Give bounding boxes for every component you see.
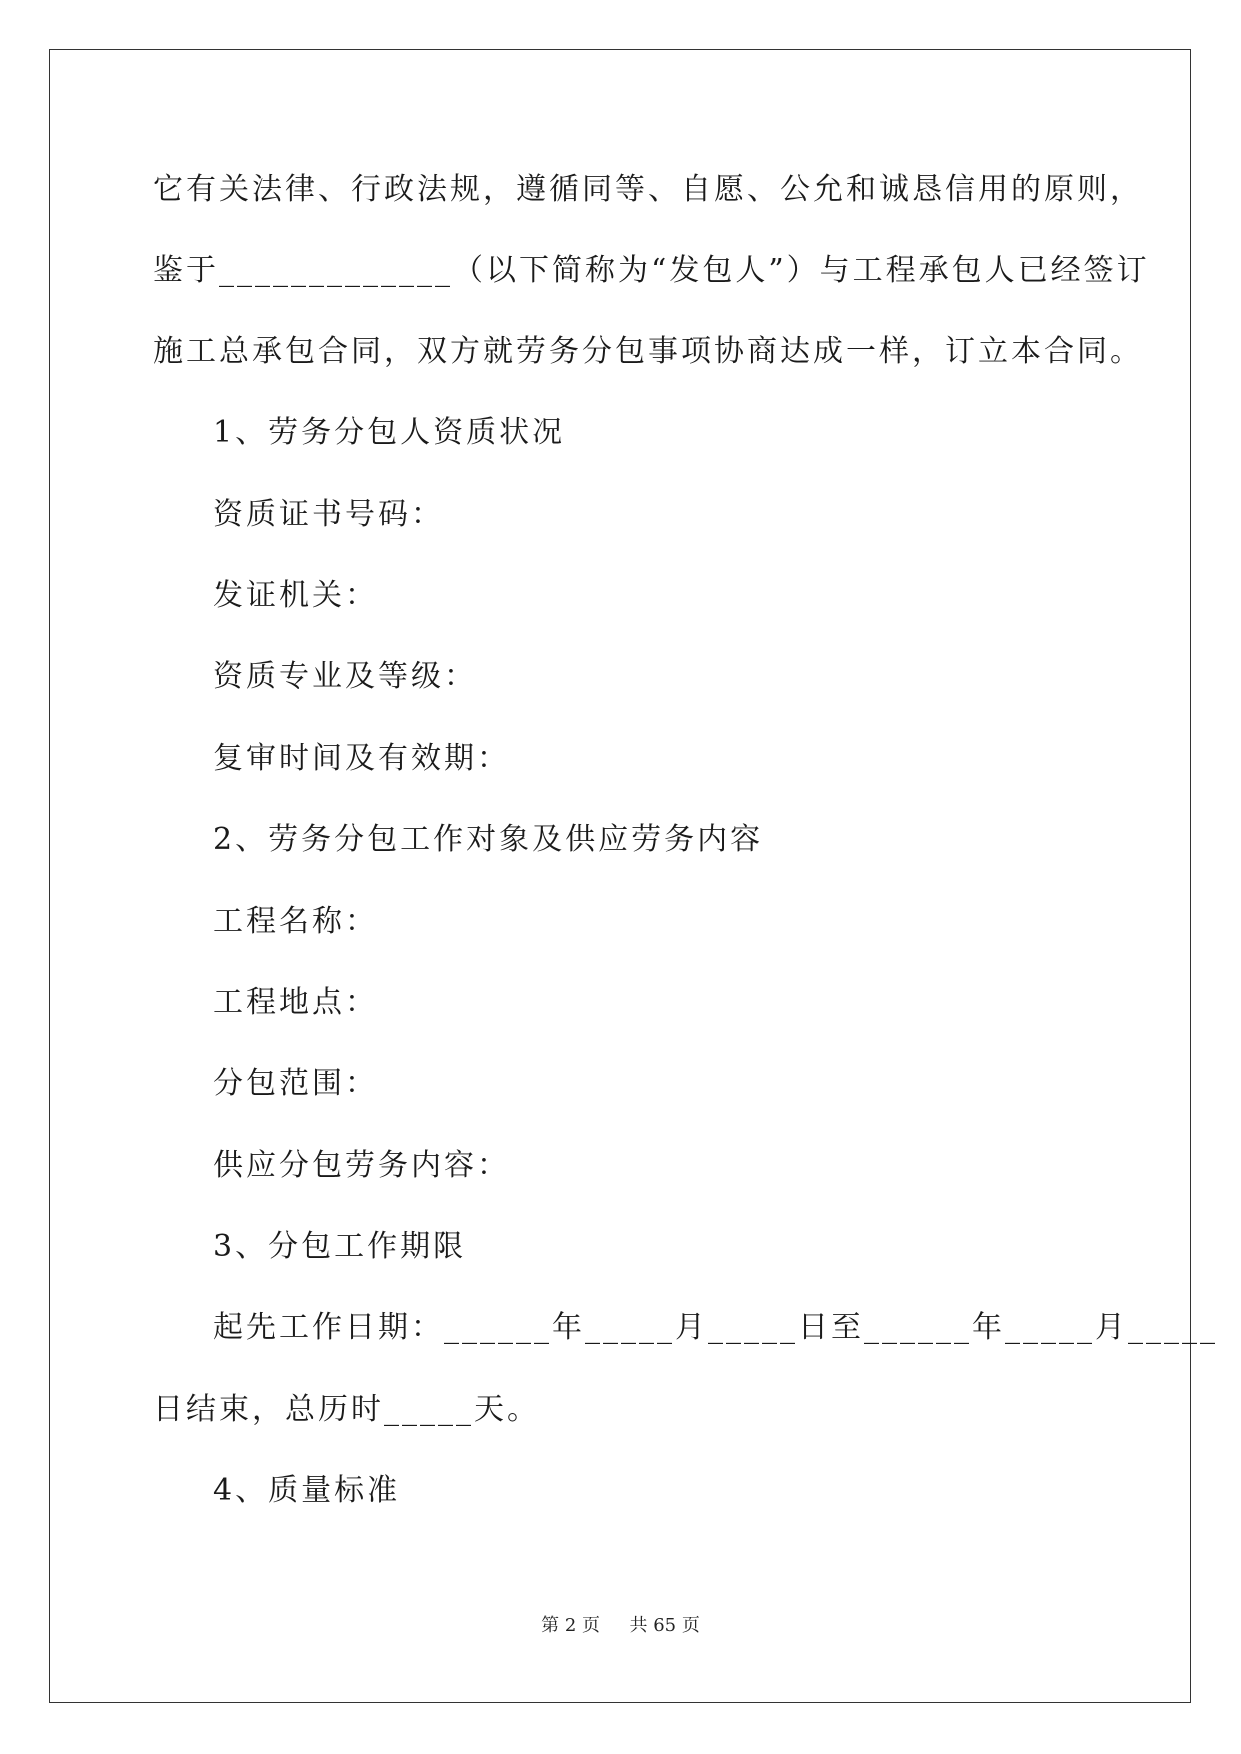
body-text-line: 日结束，总历时_____天。 [153,1392,540,1427]
section-heading-1: 1、劳务分包人资质状况 [213,415,566,450]
total-pages: 共 65 页 [629,1615,700,1636]
field-label: 工程地点： [213,985,378,1020]
section-heading-3: 3、分包工作期限 [213,1229,467,1264]
field-label: 分包范围： [213,1066,378,1101]
body-text-line: 鉴于_____________（以下简称为“发包人”）与工程承包人已经签订 [153,253,1150,288]
section-heading-2: 2、劳务分包工作对象及供应劳务内容 [213,822,764,857]
page-number: 第 2 页 [541,1615,601,1636]
field-label: 发证机关： [213,578,378,613]
field-label: 供应分包劳务内容： [213,1148,510,1183]
section-heading-4: 4、质量标准 [213,1473,401,1508]
page-footer [0,1614,1241,1638]
field-label: 资质专业及等级： [213,659,477,694]
field-label: 工程名称： [213,904,378,939]
page-border [49,49,1191,1703]
body-text-line: 它有关法律、行政法规，遵循同等、自愿、公允和诚恳信用的原则， [153,172,1143,207]
body-text-line: 起先工作日期：______年_____月_____日至______年_____月_____ [213,1310,1218,1345]
body-text-line: 施工总承包合同，双方就劳务分包事项协商达成一样，订立本合同。 [153,334,1143,369]
field-label: 复审时间及有效期： [213,741,510,776]
field-label: 资质证书号码： [213,497,444,532]
